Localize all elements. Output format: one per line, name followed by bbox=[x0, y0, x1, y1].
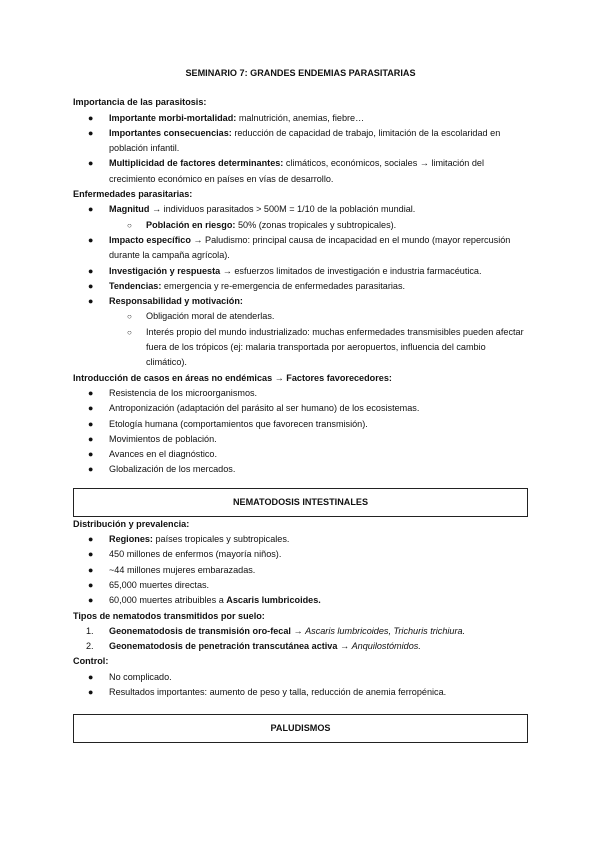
section-heading-tipos: Tipos de nematodos transmitidos por suelo: bbox=[73, 610, 265, 621]
bullet-icon: ● bbox=[88, 464, 94, 475]
list-item: ● Globalización de los mercados. bbox=[73, 462, 528, 477]
bullet-icon: ● bbox=[88, 280, 94, 291]
bullet-icon: ● bbox=[88, 387, 94, 398]
bullet-icon: ● bbox=[88, 564, 94, 575]
section-heading-control: Control: bbox=[73, 656, 109, 667]
circle-bullet-icon: ○ bbox=[127, 312, 132, 322]
list-item: ● Importantes consecuencias: reducción de capacidad de trabajo, limitación de la escolaridad en población infantil. bbox=[88, 127, 501, 154]
bullet-icon: ● bbox=[88, 418, 94, 429]
bullet-icon: ● bbox=[88, 403, 94, 414]
bullet-icon: ● bbox=[88, 671, 94, 682]
list-item: ● Multiplicidad de factores determinantes: climáticos, económicos, sociales → limitación del crecimiento económico en países en vías de desarrollo. bbox=[88, 158, 484, 184]
factores-list bbox=[73, 386, 528, 478]
document-page bbox=[73, 66, 528, 743]
bullet-icon: ● bbox=[88, 686, 94, 697]
bullet-icon: ● bbox=[88, 204, 94, 215]
list-item: ● ~44 millones mujeres embarazadas. bbox=[73, 563, 528, 578]
list-item: ● 65,000 muertes directas. bbox=[73, 578, 528, 593]
importancia-list bbox=[73, 111, 528, 187]
list-item: ● 450 millones de enfermos (mayoría niños). bbox=[73, 547, 528, 562]
section-heading-distribucion: Distribución y prevalencia: bbox=[73, 518, 190, 529]
bullet-icon: ● bbox=[88, 296, 94, 307]
bullet-icon: ● bbox=[88, 127, 94, 138]
list-item: 1. Geonematodosis de transmisión oro-fecal → Ascaris lumbricoides, Trichuris trichiura. bbox=[73, 624, 528, 639]
control-list bbox=[73, 670, 528, 701]
bullet-icon: ● bbox=[88, 265, 94, 276]
list-item: ● Avances en el diagnóstico. bbox=[73, 447, 528, 462]
list-item: ● No complicado. bbox=[73, 670, 528, 685]
bullet-icon: ● bbox=[88, 234, 94, 245]
bullet-icon: ● bbox=[88, 112, 94, 123]
bullet-icon: ● bbox=[88, 433, 94, 444]
section-heading-enfermedades: Enfermedades parasitarias: bbox=[73, 189, 193, 200]
list-number: 1. bbox=[86, 625, 94, 636]
section-heading-importancia: Importancia de las parasitosis: bbox=[73, 97, 207, 108]
bullet-icon: ● bbox=[88, 595, 94, 606]
list-item: ● Regiones: países tropicales y subtropicales. bbox=[73, 532, 528, 547]
list-item: ● Etología humana (comportamientos que favorecen transmisión). bbox=[73, 417, 528, 432]
list-item: ● Movimientos de población. bbox=[73, 432, 528, 447]
list-item: ● Antroponización (adaptación del parásito al ser humano) de los ecosistemas. bbox=[73, 401, 528, 416]
section-box-paludismos: PALUDISMOS bbox=[73, 714, 528, 743]
sub-list-item: ○ Población en riesgo: 50% (zonas tropicales y subtropicales). bbox=[73, 218, 528, 233]
list-item: ● Impacto específico → Paludismo: principal causa de incapacidad en el mundo (mayor repercusión durante la campaña agrícola). bbox=[88, 234, 511, 261]
list-item: ● Tendencias: emergencia y re-emergencia de enfermedades parasitarias. bbox=[73, 279, 528, 294]
bullet-icon: ● bbox=[88, 449, 94, 460]
circle-bullet-icon: ○ bbox=[127, 327, 132, 337]
list-item: ● Importante morbi-mortalidad: malnutrición, anemias, fiebre… bbox=[73, 111, 528, 126]
section-box-nematodosis: NEMATODOSIS INTESTINALES bbox=[73, 488, 528, 517]
list-number: 2. bbox=[86, 641, 94, 652]
section-heading-introduccion: Introducción de casos en áreas no endémicas → Factores favorecedores: bbox=[73, 372, 392, 383]
list-item: ● 60,000 muertes atribuibles a Ascaris lumbricoides. bbox=[73, 593, 528, 608]
bullet-icon: ● bbox=[88, 158, 94, 169]
sub-list-item: ○ Obligación moral de atenderlas. bbox=[73, 309, 528, 324]
list-item: ● Responsabilidad y motivación: bbox=[73, 294, 528, 309]
bullet-icon: ● bbox=[88, 579, 94, 590]
distribucion-list bbox=[73, 532, 528, 608]
list-item: ● Resultados importantes: aumento de peso y talla, reducción de anemia ferropénica. bbox=[73, 685, 528, 700]
bullet-icon: ● bbox=[88, 549, 94, 560]
list-item: ● Resistencia de los microorganismos. bbox=[73, 386, 528, 401]
tipos-list bbox=[73, 624, 528, 655]
bullet-icon: ● bbox=[88, 534, 94, 545]
list-item: ● Investigación y respuesta → esfuerzos limitados de investigación e industria farmacéutica. bbox=[73, 264, 528, 279]
circle-bullet-icon: ○ bbox=[127, 220, 132, 230]
enfermedades-list bbox=[73, 202, 528, 370]
list-item: ● Magnitud → individuos parasitados > 500M = 1/10 de la población mundial. bbox=[73, 202, 528, 217]
list-item: 2. Geonematodosis de penetración transcutánea activa → Anquilostómidos. bbox=[73, 639, 528, 654]
sub-list-item: ○ Interés propio del mundo industrializado: muchas enfermedades transmisibles pueden afectar fuera de los trópicos (ej: malaria transportada por aeropuertos, influencia del cambio climático). bbox=[127, 326, 524, 368]
document-title: SEMINARIO 7: GRANDES ENDEMIAS PARASITARIAS bbox=[185, 68, 416, 78]
